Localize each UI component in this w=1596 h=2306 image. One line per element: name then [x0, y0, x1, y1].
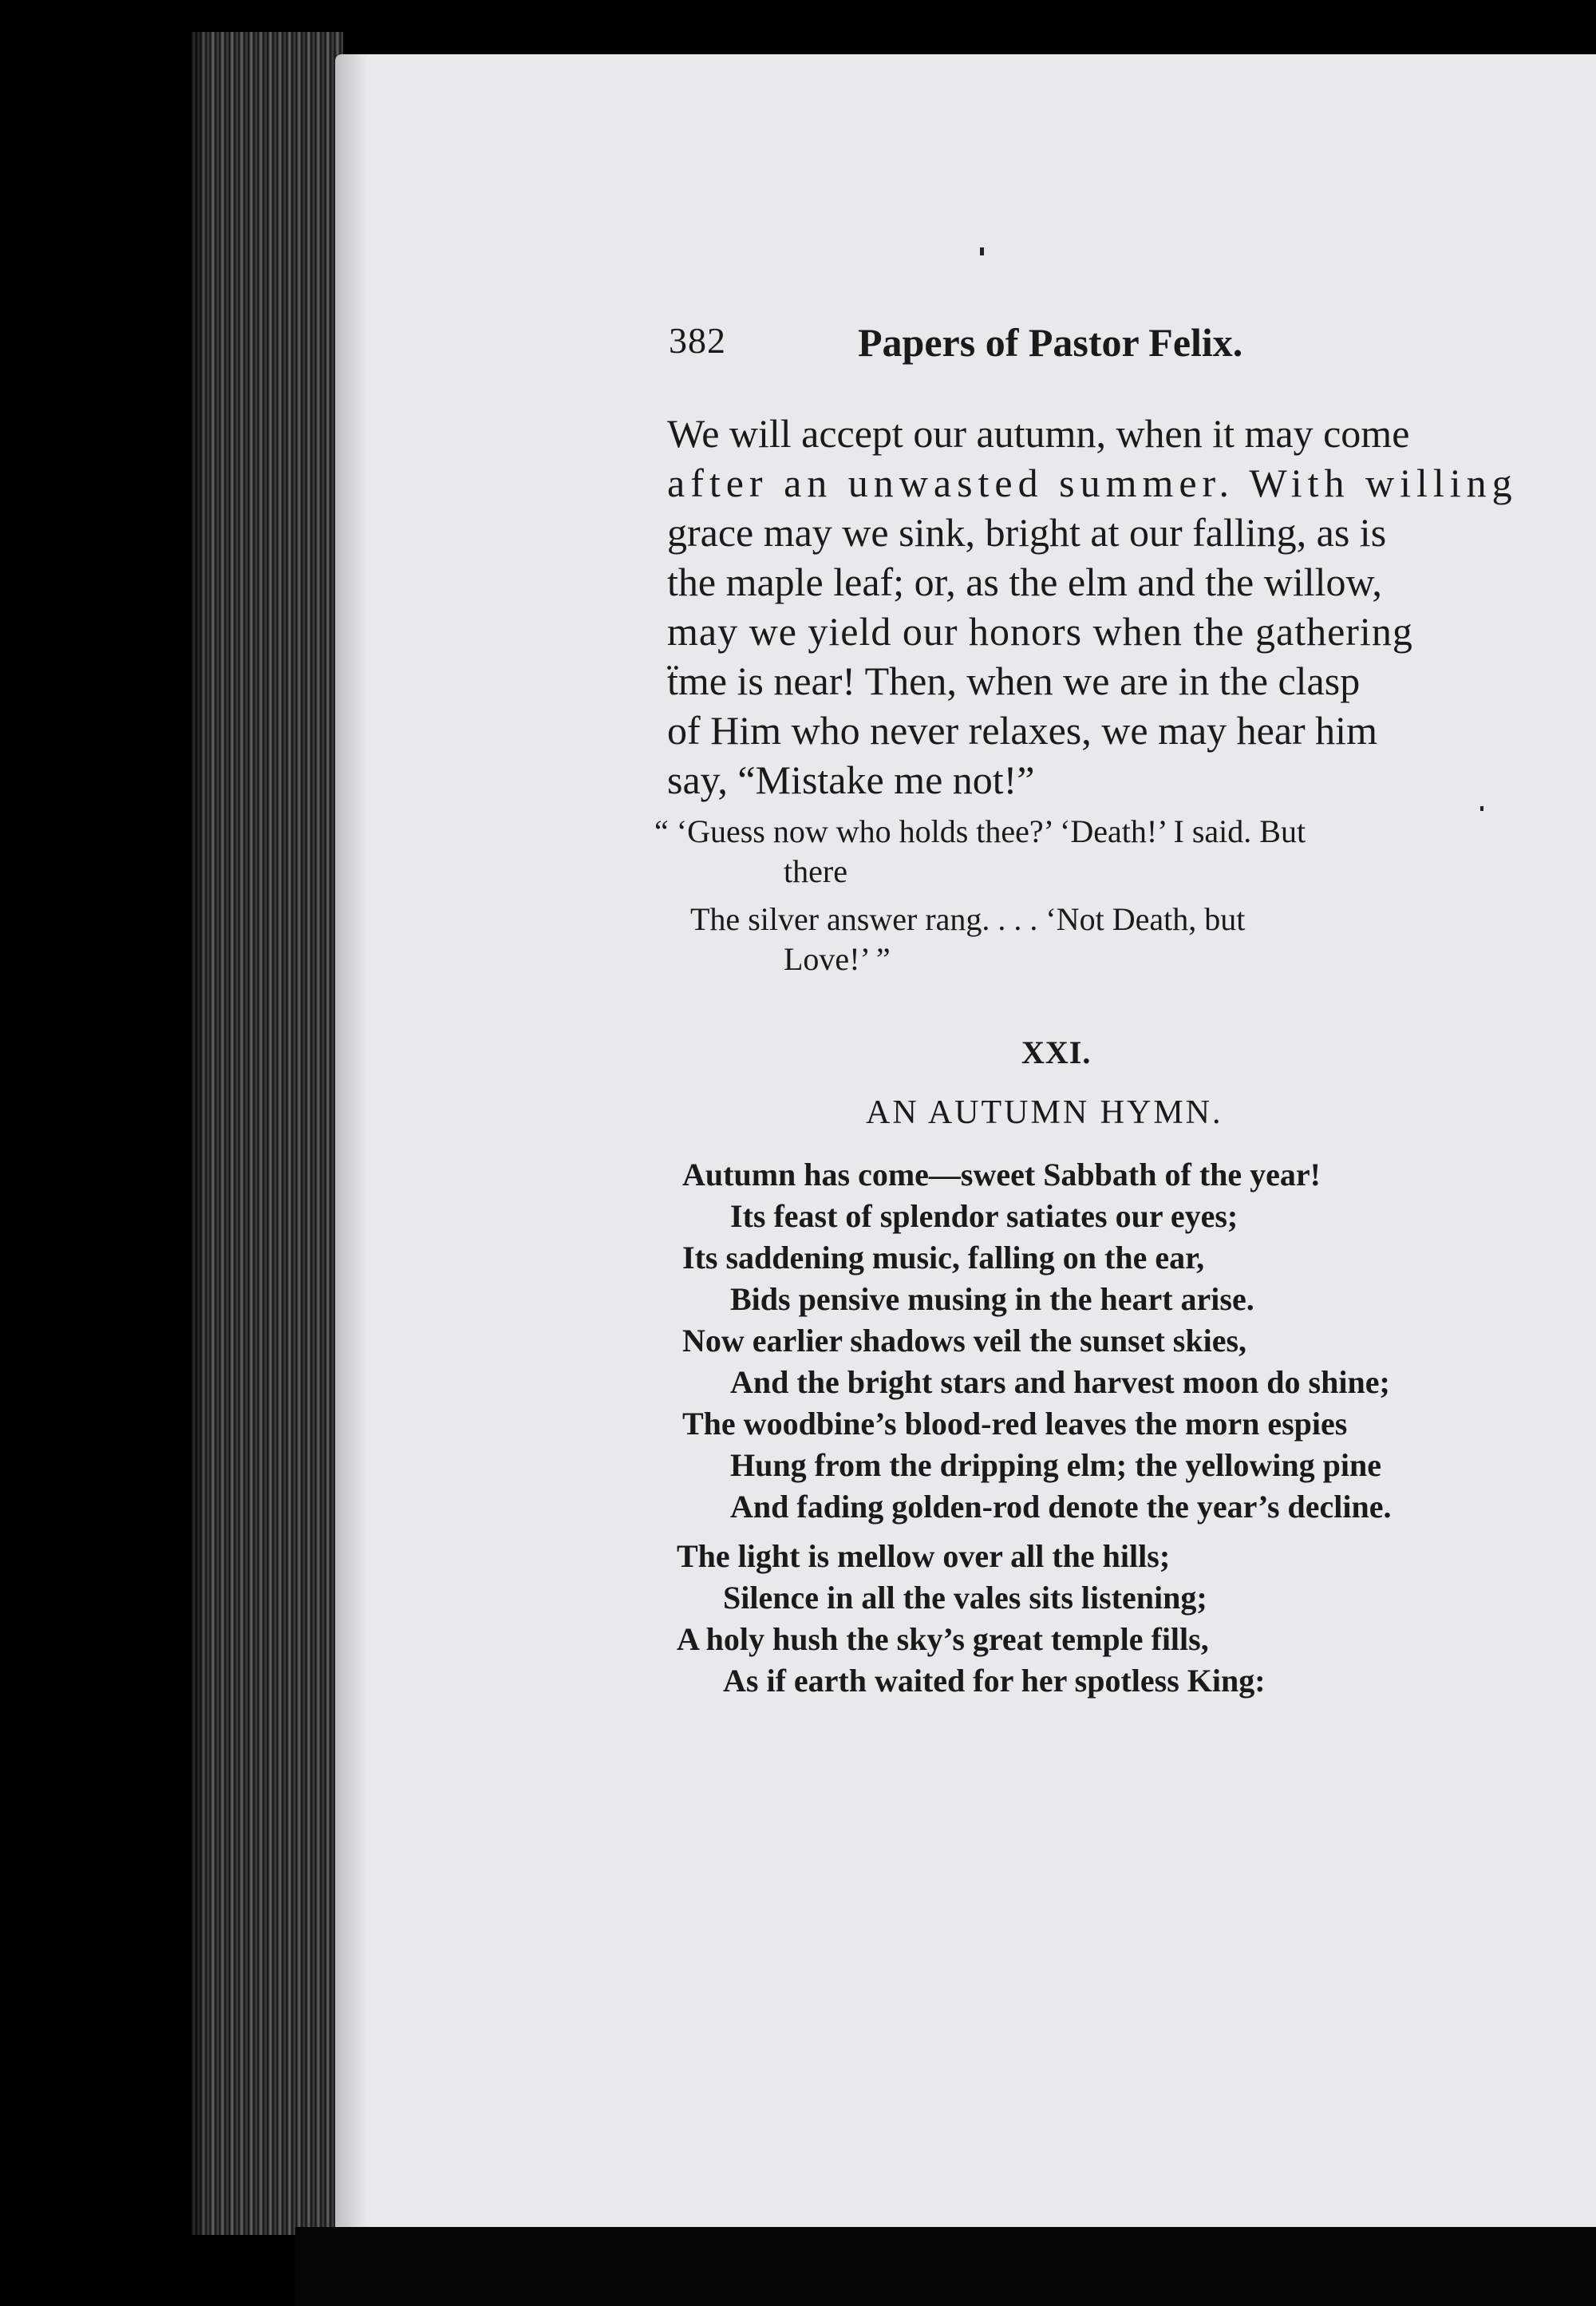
running-title: Papers of Pastor Felix. [858, 320, 1243, 365]
poem-line: And fading golden-rod denote the year’s decline. [730, 1489, 1392, 1525]
section-number: XXI. [1021, 1034, 1092, 1070]
quote-line: The silver answer rang. . . . ‘Not Death, but [690, 901, 1246, 937]
quote-line: Love!’ ” [784, 941, 891, 977]
page-gutter-shadow [335, 54, 367, 2227]
poem-line: And the bright stars and harvest moon do shine; [730, 1364, 1390, 1400]
poem-line: The light is mellow over all the hills; [677, 1538, 1171, 1574]
paragraph-line: ẗme is near! Then, when we are in the clasp [667, 659, 1361, 703]
paragraph-line: of Him who never relaxes, we may hear him [667, 708, 1377, 753]
poem-line: A holy hush the sky’s great temple fills, [677, 1621, 1209, 1657]
section-title: AN AUTUMN HYMN. [866, 1094, 1223, 1131]
quote-line: there [784, 853, 847, 889]
book-page [335, 54, 1596, 2227]
page-number: 382 [669, 320, 726, 361]
poem-line: Autumn has come—sweet Sabbath of the year! [682, 1157, 1321, 1193]
bottom-edge [295, 2227, 1596, 2306]
ink-speck [1480, 806, 1483, 811]
poem-line: Its saddening music, falling on the ear, [682, 1240, 1205, 1276]
paragraph-line: grace may we sink, bright at our falling, as is [667, 510, 1387, 555]
book-edge-shadow [184, 32, 207, 2235]
paragraph-line: after an unwasted summer. With willing [667, 461, 1518, 505]
paragraph-line: may we yield our honors when the gathering [667, 609, 1413, 654]
paragraph-line: say, “Mistake me not!” [667, 757, 1035, 802]
poem-line: Now earlier shadows veil the sunset skies, [682, 1323, 1247, 1359]
poem-line: Silence in all the vales sits listening; [723, 1580, 1207, 1616]
quote-line: “ ‘Guess now who holds thee?’ ‘Death!’ I said. But [654, 813, 1306, 849]
paragraph-line: the maple leaf; or, as the elm and the willow, [667, 560, 1382, 604]
poem-line: Hung from the dripping elm; the yellowing pine [730, 1447, 1381, 1483]
book-page-edges [192, 32, 343, 2235]
paragraph-line: We will accept our autumn, when it may come [667, 411, 1410, 456]
poem-line: As if earth waited for her spotless King: [723, 1663, 1266, 1699]
ink-speck [980, 247, 984, 255]
poem-line: Bids pensive musing in the heart arise. [730, 1281, 1254, 1317]
poem-line: The woodbine’s blood-red leaves the morn espies [682, 1406, 1348, 1442]
poem-line: Its feast of splendor satiates our eyes; [730, 1198, 1238, 1234]
